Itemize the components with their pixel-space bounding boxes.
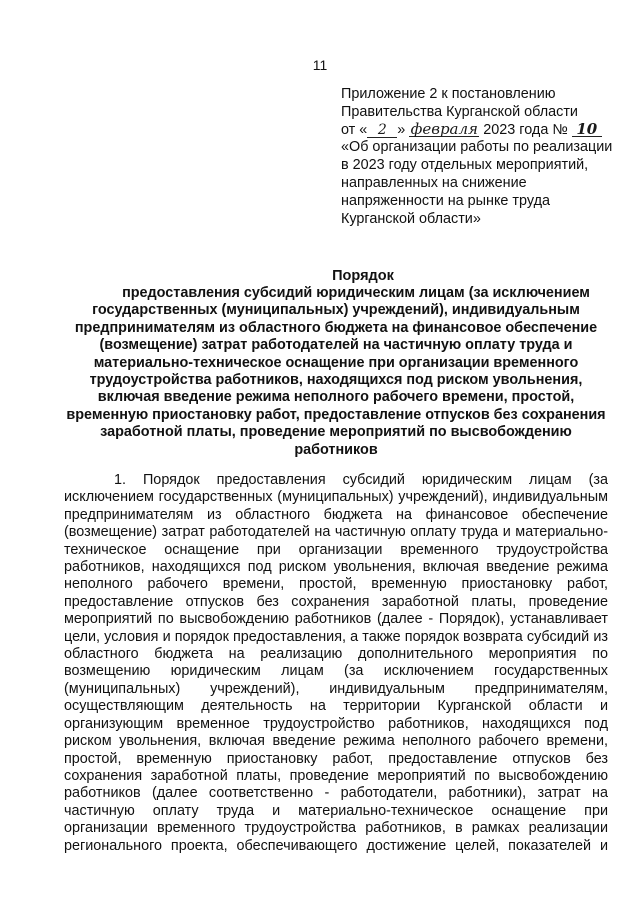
handwritten-month: февраля [410,119,478,138]
appendix-subject-line: «Об организации работы по реализации [341,139,613,156]
appendix-line: Приложение 2 к постановлению [341,86,556,102]
heading-line: предоставления субсидий юридическим лицам (за исключением [122,285,590,301]
heading-line: временную приостановку работ, предоставление отпусков без сохранения [66,406,606,423]
date-year: 2023 года № [483,121,568,138]
body-line: техническое оснащение при организации временного трудоустройства [64,541,608,558]
document-title: Порядок [332,268,394,284]
body-line: (возмещение) затрат работодателей на частичную оплату труда и материально- [64,524,608,541]
body-line: возмещению юридическим лицам (за исключением государственных [64,663,608,680]
body-line: (муниципальных) учреждений), индивидуальным предпринимателям, [64,680,608,697]
appendix-subject-line: в 2023 году отдельных мероприятий, [341,157,589,174]
body-line: организации временного трудоустройства работников, в рамках реализации [64,820,608,837]
body-paragraph [64,472,608,855]
appendix-date-line [341,119,631,140]
body-line: исключением государственных (муниципальных) учреждений), индивидуальным [64,489,608,506]
handwritten-doc-number: 10 [572,122,602,137]
date-prefix: от « [341,121,368,138]
document-heading [64,285,608,459]
appendix-subject-line: Курганской области» [341,210,481,227]
handwritten-day: 2 [367,123,397,138]
body-line: регионального проекта, обеспечивающего достижение целей, показателей и [64,837,608,854]
body-line: 1. Порядок предоставления субсидий юридическим лицам (за [114,472,608,488]
heading-line: предпринимателям из областного бюджета на финансовое обеспечение [74,319,598,336]
date-mid: » [397,121,406,138]
heading-line: включая введение режима неполного рабочего времени, простой, [97,389,575,406]
body-line: мероприятий по высвобождению работников (далее - Порядок), устанавливает [64,611,608,628]
heading-line: работников [294,441,378,458]
body-line: областного бюджета на реализацию дополнительного мероприятия по [64,646,608,663]
body-line: риском увольнения, включая введение режима неполного рабочего времени, [64,733,608,750]
heading-line: материально-техническое оснащение при организации временного [93,354,579,371]
body-line: осуществляющим деятельность на территории Курганской области и [64,698,608,715]
heading-line: трудоустройства работников, находящихся под риском увольнения, [89,372,583,389]
body-line: предоставление отпусков без сохранения заработной платы, проведение [64,593,608,610]
body-line: сохранения заработной платы, проведение мероприятий по высвобождению [64,767,608,784]
appendix-subject-line: напряженности на рынке труда [341,192,550,209]
body-line: цели, условия и порядок предоставления, а также порядок возврата субсидий из [64,628,608,645]
appendix-subject-line: направленных на снижение [341,174,527,191]
body-line: предпринимателям из областного бюджета на финансовое обеспечение [64,506,608,523]
body-line: организующим временное трудоустройство работников, находящихся под [64,715,608,732]
appendix-line: Правительства Курганской области [341,103,578,120]
body-line: работников (далее соответственно - работодатели, работники), затрат на [64,785,608,802]
body-line: неполного рабочего времени, простой, временную приостановку работ, [64,576,608,593]
body-line: работников, находящихся под риском увольнения, включая введение режима [64,559,608,576]
body-line: простой, временную приостановку работ, предоставление отпусков без [64,750,608,767]
appendix-block [341,86,631,228]
heading-line: заработной платы, проведение мероприятий по высвобождению [100,424,572,441]
heading-line: государственных (муниципальных) учреждений), индивидуальным [92,302,580,319]
body-line: частичную оплату труда и материально-техническое оснащение при [64,802,608,819]
heading-line: (возмещение) затрат работодателей на частичную оплату труда и [99,337,573,354]
page-number: 11 [312,57,328,73]
